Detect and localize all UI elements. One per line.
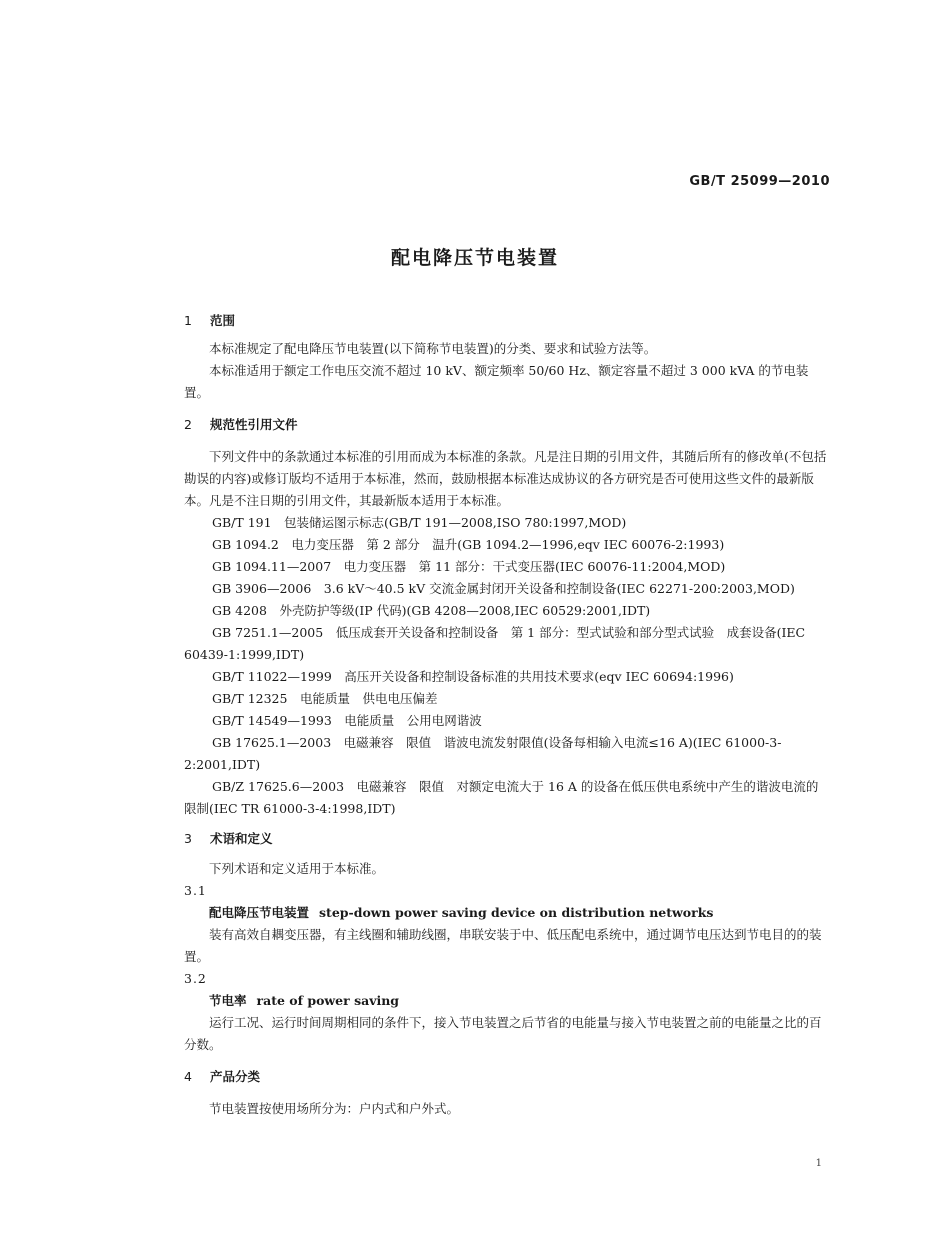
page-number: 1 — [815, 1158, 822, 1169]
reference-item: GB/T 12325 电能质量 供电电压偏差 — [212, 691, 438, 706]
term-zh: 节电率 — [209, 993, 247, 1008]
section-number: 4 — [184, 1069, 192, 1084]
section-number: 2 — [184, 417, 192, 432]
section-1-heading — [184, 310, 828, 332]
term-name — [184, 902, 828, 924]
section-1 — [184, 310, 828, 338]
section-number: 1 — [184, 313, 192, 328]
reference-item: GB 1094.11—2007 电力变压器 第 11 部分：干式变压器(IEC 60076-11:2004,MOD) — [212, 559, 726, 574]
term-definition: 运行工况、运行时间周期相同的条件下，接入节电装置之后节省的电能量与接入节电装置之前的电能量之比的百分数。 — [184, 1015, 822, 1052]
reference-item: GB/T 14549—1993 电能质量 公用电网谐波 — [212, 713, 482, 728]
section-title: 产品分类 — [210, 1069, 261, 1084]
section-4-heading — [184, 1066, 828, 1088]
section-3-heading — [184, 828, 828, 850]
reference-item: GB 1094.2 电力变压器 第 2 部分 温升(GB 1094.2—1996,eqv IEC 60076-2:1993) — [212, 537, 725, 552]
term-name — [184, 990, 828, 1012]
reference-item: GB/T 191 包装储运图示标志(GB/T 191—2008,ISO 780:1997,MOD) — [212, 515, 627, 530]
section-number: 3 — [184, 831, 192, 846]
standard-code: GB/T 25099—2010 — [689, 174, 830, 189]
term-definition: 装有高效自耦变压器，有主线圈和辅助线圈，串联安装于中、低压配电系统中，通过调节电压达到节电目的的装置。 — [184, 927, 822, 964]
reference-item: GB 3906—2006 3.6 kV～40.5 kV 交流金属封闭开关设备和控制设备(IEC 62271-200:2003,MOD) — [212, 581, 795, 596]
paragraph: 本标准规定了配电降压节电装置(以下简称节电装置)的分类、要求和试验方法等。 — [209, 341, 657, 356]
paragraph: 下列文件中的条款通过本标准的引用而成为本标准的条款。凡是注日期的引用文件，其随后所有的修改单(不包括勘误的内容)或修订版均不适用于本标准，然而，鼓励根据本标准达成协议的各方研究是否可使用这些文件的最新版本。凡是不注日期的引用文件，其最新版本适用于本标准。 — [184, 449, 827, 508]
paragraph: 节电装置按使用场所分为：户内式和户外式。 — [209, 1101, 460, 1116]
section-title: 范围 — [210, 313, 236, 328]
document-title: 配电降压节电装置 — [390, 247, 559, 269]
reference-item: GB 17625.1—2003 电磁兼容 限值 谐波电流发射限值(设备每相输入电流≤16 A)(IEC 61000-3-2:2001,IDT) — [184, 735, 782, 772]
reference-item: GB 4208 外壳防护等级(IP 代码)(GB 4208—2008,IEC 60529:2001,IDT) — [212, 603, 651, 618]
reference-item: GB/Z 17625.6—2003 电磁兼容 限值 对额定电流大于 16 A 的设备在低压供电系统中产生的谐波电流的限制(IEC TR 61000-3-4:1998,IDT) — [184, 779, 819, 816]
term-zh: 配电降压节电装置 — [209, 905, 310, 920]
paragraph: 本标准适用于额定工作电压交流不超过 10 kV、额定频率 50/60 Hz、额定容量不超过 3 000 kVA 的节电装置。 — [184, 363, 809, 400]
reference-item: GB 7251.1—2005 低压成套开关设备和控制设备 第 1 部分：型式试验和部分型式试验 成套设备(IEC 60439-1:1999,IDT) — [184, 625, 806, 662]
term-en: rate of power saving — [256, 993, 400, 1008]
term-number: 3.1 — [184, 883, 207, 898]
section-title: 术语和定义 — [210, 831, 273, 846]
section-title: 规范性引用文件 — [210, 417, 298, 432]
paragraph: 下列术语和定义适用于本标准。 — [209, 861, 385, 876]
term-en: step-down power saving device on distribution networks — [319, 905, 714, 920]
reference-item: GB/T 11022—1999 高压开关设备和控制设备标准的共用技术要求(eqv IEC 60694:1996) — [212, 669, 734, 684]
section-2-heading — [184, 414, 828, 436]
document-body — [184, 310, 828, 1120]
term-number: 3.2 — [184, 971, 207, 986]
